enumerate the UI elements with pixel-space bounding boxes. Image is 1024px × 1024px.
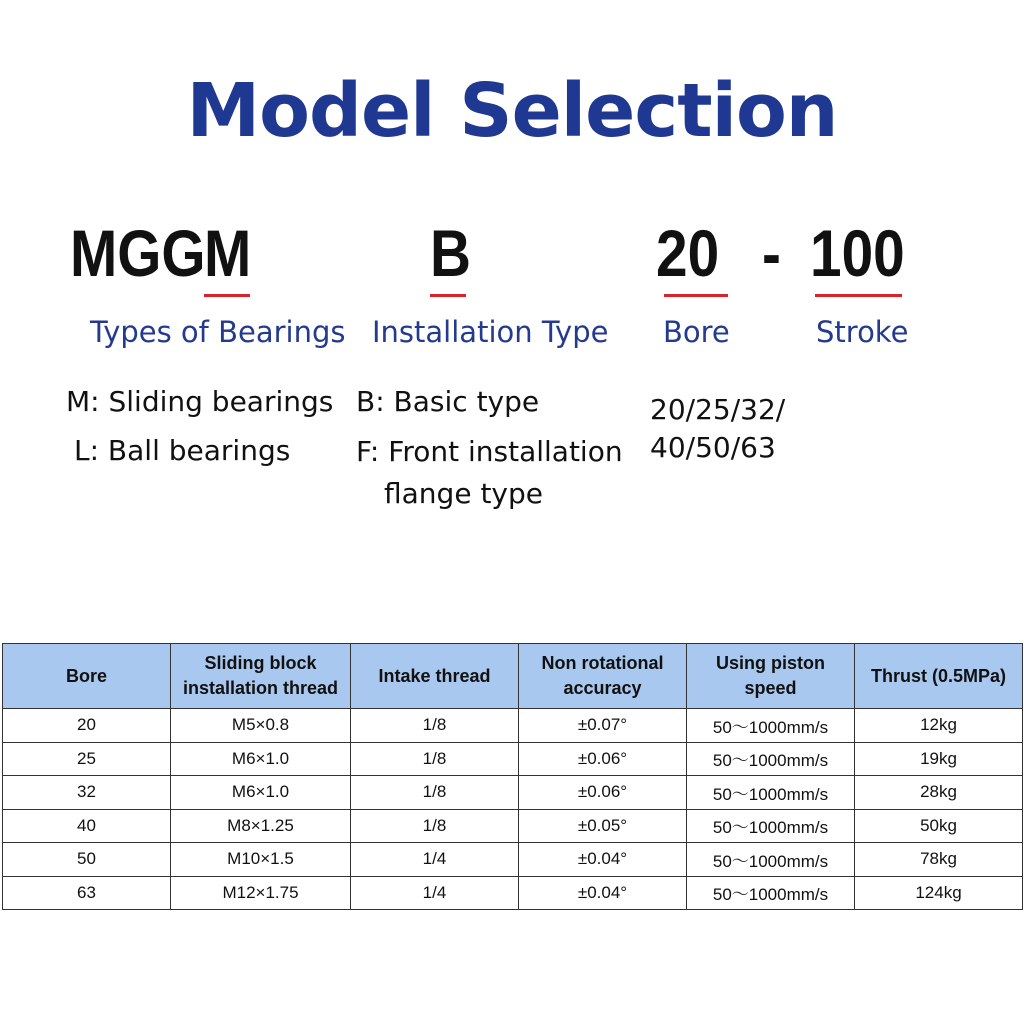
header-intake-thread: Intake thread xyxy=(351,644,519,709)
option-install-b: B: Basic type xyxy=(356,385,540,418)
table-row xyxy=(3,876,1023,910)
table-row xyxy=(3,809,1023,843)
table-cell: M5×0.8 xyxy=(171,709,351,743)
table-cell: 50～1000mm/s xyxy=(687,776,855,810)
category-bore: Bore xyxy=(663,315,730,349)
table-cell: 1/8 xyxy=(351,776,519,810)
table-cell: 1/4 xyxy=(351,843,519,877)
spec-table xyxy=(2,643,1023,910)
option-install-f: F: Front installation xyxy=(356,435,623,468)
table-cell: M6×1.0 xyxy=(171,776,351,810)
table-cell: 50～1000mm/s xyxy=(687,709,855,743)
table-cell: M6×1.0 xyxy=(171,742,351,776)
bore-underline xyxy=(664,294,728,297)
model-prefix: MGG xyxy=(70,216,206,290)
option-bore-line1: 20/25/32/ xyxy=(650,393,786,426)
table-cell: 50 xyxy=(3,843,171,877)
table-cell: 25 xyxy=(3,742,171,776)
table-row xyxy=(3,776,1023,810)
header-piston-speed: Using piston speed xyxy=(687,644,855,709)
category-bearing: Types of Bearings xyxy=(90,315,346,349)
table-cell: ±0.04° xyxy=(519,843,687,877)
table-cell: 1/8 xyxy=(351,709,519,743)
table-cell: ±0.07° xyxy=(519,709,687,743)
model-bearing-code: M xyxy=(204,216,252,290)
bearing-underline xyxy=(204,294,250,297)
table-cell: M12×1.75 xyxy=(171,876,351,910)
header-sliding-block-thread: Sliding block installation thread xyxy=(171,644,351,709)
option-bearing-m: M: Sliding bearings xyxy=(66,385,334,418)
table-cell: 20 xyxy=(3,709,171,743)
table-cell: 50～1000mm/s xyxy=(687,809,855,843)
header-thrust: Thrust (0.5MPa) xyxy=(855,644,1023,709)
table-row xyxy=(3,843,1023,877)
category-install: Installation Type xyxy=(372,315,609,349)
table-cell: 12kg xyxy=(855,709,1023,743)
table-cell: 50kg xyxy=(855,809,1023,843)
option-bore-line2: 40/50/63 xyxy=(650,431,776,464)
table-cell: 50～1000mm/s xyxy=(687,876,855,910)
table-cell: M8×1.25 xyxy=(171,809,351,843)
table-cell: 1/4 xyxy=(351,876,519,910)
model-stroke-code: 100 xyxy=(810,216,905,290)
table-row xyxy=(3,709,1023,743)
page-title: Model Selection xyxy=(186,68,838,154)
option-bearing-l: L: Ball bearings xyxy=(74,434,291,467)
model-bore-code: 20 xyxy=(656,216,720,290)
table-cell: ±0.06° xyxy=(519,776,687,810)
table-cell: 50～1000mm/s xyxy=(687,843,855,877)
install-underline xyxy=(430,294,466,297)
model-dash: - xyxy=(762,216,781,290)
table-cell: 50～1000mm/s xyxy=(687,742,855,776)
table-row xyxy=(3,742,1023,776)
category-stroke: Stroke xyxy=(816,315,909,349)
table-cell: ±0.04° xyxy=(519,876,687,910)
table-cell: 28kg xyxy=(855,776,1023,810)
table-cell: 1/8 xyxy=(351,742,519,776)
table-cell: 40 xyxy=(3,809,171,843)
table-cell: 1/8 xyxy=(351,809,519,843)
table-header-row xyxy=(3,644,1023,709)
model-install-code: B xyxy=(430,216,471,290)
table-cell: 78kg xyxy=(855,843,1023,877)
stroke-underline xyxy=(815,294,902,297)
table-cell: 32 xyxy=(3,776,171,810)
header-bore: Bore xyxy=(3,644,171,709)
table-body xyxy=(3,709,1023,910)
table-cell: 63 xyxy=(3,876,171,910)
table-cell: 124kg xyxy=(855,876,1023,910)
header-non-rotational-accuracy: Non rotational accuracy xyxy=(519,644,687,709)
table-cell: 19kg xyxy=(855,742,1023,776)
option-install-f-cont: flange type xyxy=(384,477,543,510)
table-cell: ±0.06° xyxy=(519,742,687,776)
table-cell: M10×1.5 xyxy=(171,843,351,877)
table-cell: ±0.05° xyxy=(519,809,687,843)
